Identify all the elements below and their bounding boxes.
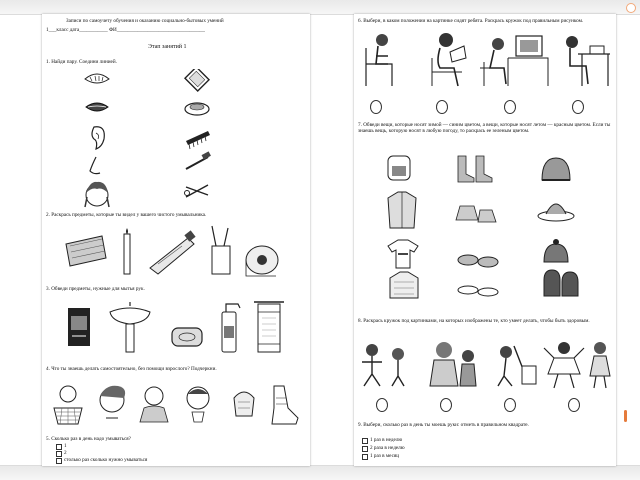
task8-images xyxy=(358,336,612,390)
cup-toothbrush-icon xyxy=(212,226,230,274)
winter-hat-icon xyxy=(542,158,570,180)
header-line-2: 1___класс дата___________ ФИ__________________________________ xyxy=(46,27,205,33)
washcloth-icon xyxy=(66,236,106,266)
task2-images xyxy=(62,224,292,279)
child-eating-icon xyxy=(187,387,209,422)
toilet-paper-icon xyxy=(246,246,278,276)
section-title: Этап занятий 1 xyxy=(148,44,187,50)
worksheet-page-left xyxy=(42,14,310,466)
task9-option-2: 2 раза в неделю xyxy=(370,445,405,451)
task6-circle-4[interactable] xyxy=(572,100,584,114)
task9-checkbox-3[interactable] xyxy=(362,454,368,460)
task6-circle-1[interactable] xyxy=(370,100,382,114)
task4-images xyxy=(48,378,304,428)
sun-hat-icon xyxy=(538,204,574,221)
boots-icon xyxy=(458,156,492,182)
task8-circle-3[interactable] xyxy=(504,398,516,412)
task6-circle-3[interactable] xyxy=(504,100,516,114)
slide-top-bar xyxy=(0,0,640,15)
kids-cleaning-icon xyxy=(498,346,536,386)
task5-option-2: 2 xyxy=(64,450,67,456)
hands-soap-icon xyxy=(234,392,254,416)
task5-option-3: столько раз сколько нужно умываться xyxy=(64,457,148,463)
towel-icon xyxy=(254,302,284,352)
accent-mark-icon xyxy=(624,410,627,422)
shoes-icon xyxy=(456,206,496,222)
child-washing-icon xyxy=(54,386,82,424)
comb-icon xyxy=(186,131,210,149)
task8-circle-1[interactable] xyxy=(376,398,388,412)
task9-checkbox-1[interactable] xyxy=(362,438,368,444)
child-sitting-chair-icon xyxy=(366,34,392,86)
task5-checkbox-2[interactable] xyxy=(56,451,62,457)
teeth-icon xyxy=(85,74,109,83)
soap-dish-icon xyxy=(185,103,209,115)
backpack-icon xyxy=(388,156,410,180)
slippers-icon xyxy=(458,255,498,267)
ear-icon xyxy=(92,127,104,149)
task8-circle-4[interactable] xyxy=(568,398,580,412)
task-9-text: 9. Выбери, сколько раз в день ты моешь руки: отметь в правильном квадрате. xyxy=(358,422,529,428)
child-nails-icon xyxy=(140,387,168,422)
candle-icon xyxy=(124,228,130,274)
task1-right-column xyxy=(182,69,214,209)
girl-dancing-icon xyxy=(544,342,584,388)
soap-icon xyxy=(172,328,202,346)
task-5-text: 5. Сколько раз в день надо умываться? xyxy=(46,436,131,442)
nail-clippers-icon xyxy=(185,185,209,197)
girl-waving-icon xyxy=(590,342,610,388)
header-line-1: Записи по самоучету обучения и оказанию социально-бытовых умений xyxy=(66,18,224,24)
children-playing-icon xyxy=(362,344,404,386)
worksheet-page-right xyxy=(354,14,616,466)
fur-coat-icon xyxy=(390,272,418,298)
task5-option-1: 1 xyxy=(64,443,67,449)
spray-bottle-icon xyxy=(222,304,240,352)
sink-icon xyxy=(110,302,150,352)
task-8-text: 8. Раскрась кружок под картинками, на которых изображены те, кто умеет делать, чтобы быть здоровым. xyxy=(358,318,590,324)
jacket-icon xyxy=(388,192,416,228)
task5-checkbox-3[interactable] xyxy=(56,458,62,464)
task-1-text: 1. Найди пару. Соедини линией. xyxy=(46,59,117,65)
task-6-text: 6. Выбери, в каком положении на картинке сидят ребята. Раскрась кружок под правильным рисунком. xyxy=(358,18,584,24)
shoe-icon xyxy=(272,386,298,424)
task-7-text: 7. Обведи вещи, которые носят зимой — синим цветом, а вещи, которые носят летом — красным цветом. Если ты знаешь вещь, которую носят в любую погоду, то раскрась ее зеленым цветом. xyxy=(358,122,611,134)
kids-winter-icon xyxy=(430,342,476,386)
nose-icon xyxy=(90,157,100,174)
toothpaste-icon xyxy=(150,230,196,274)
task5-checkbox-1[interactable] xyxy=(56,444,62,450)
mouth-icon xyxy=(86,103,108,111)
child-brushing-hair-icon xyxy=(100,386,125,418)
hair-face-icon xyxy=(85,182,109,207)
task6-circle-2[interactable] xyxy=(436,100,448,114)
task-3-text: 3. Обведи предметы, нужные для мытья рук. xyxy=(46,286,145,292)
mirror-icon xyxy=(185,69,209,91)
task3-images xyxy=(62,298,292,358)
child-reading-icon xyxy=(432,33,466,86)
toothbrush-icon xyxy=(186,151,211,169)
tshirt-icon xyxy=(388,240,418,268)
task9-option-3: 1 раз в месяц xyxy=(370,453,400,459)
task9-option-1: 1 раз в неделю xyxy=(370,437,403,443)
task-4-text: 4. Что ты знаешь делать самостоятельно, без помощи взрослого? Подчеркни. xyxy=(46,366,217,372)
child-computer-icon xyxy=(480,36,548,86)
sandals-icon xyxy=(458,286,498,296)
mittens-icon xyxy=(544,270,578,296)
corner-circle-icon xyxy=(626,3,636,13)
knit-hat-icon xyxy=(544,239,568,262)
child-desk-icon xyxy=(566,36,610,86)
task8-circle-2[interactable] xyxy=(440,398,452,412)
task6-images xyxy=(358,28,612,90)
task9-checkbox-2[interactable] xyxy=(362,446,368,452)
slide-bottom-bar xyxy=(0,465,640,480)
task-2-text: 2. Раскрась предметы, которые ты видел у вашего чистого умывальника. xyxy=(46,212,207,218)
task7-clothes xyxy=(384,150,594,300)
task1-left-column xyxy=(82,69,112,209)
soap-box-icon xyxy=(68,308,90,346)
